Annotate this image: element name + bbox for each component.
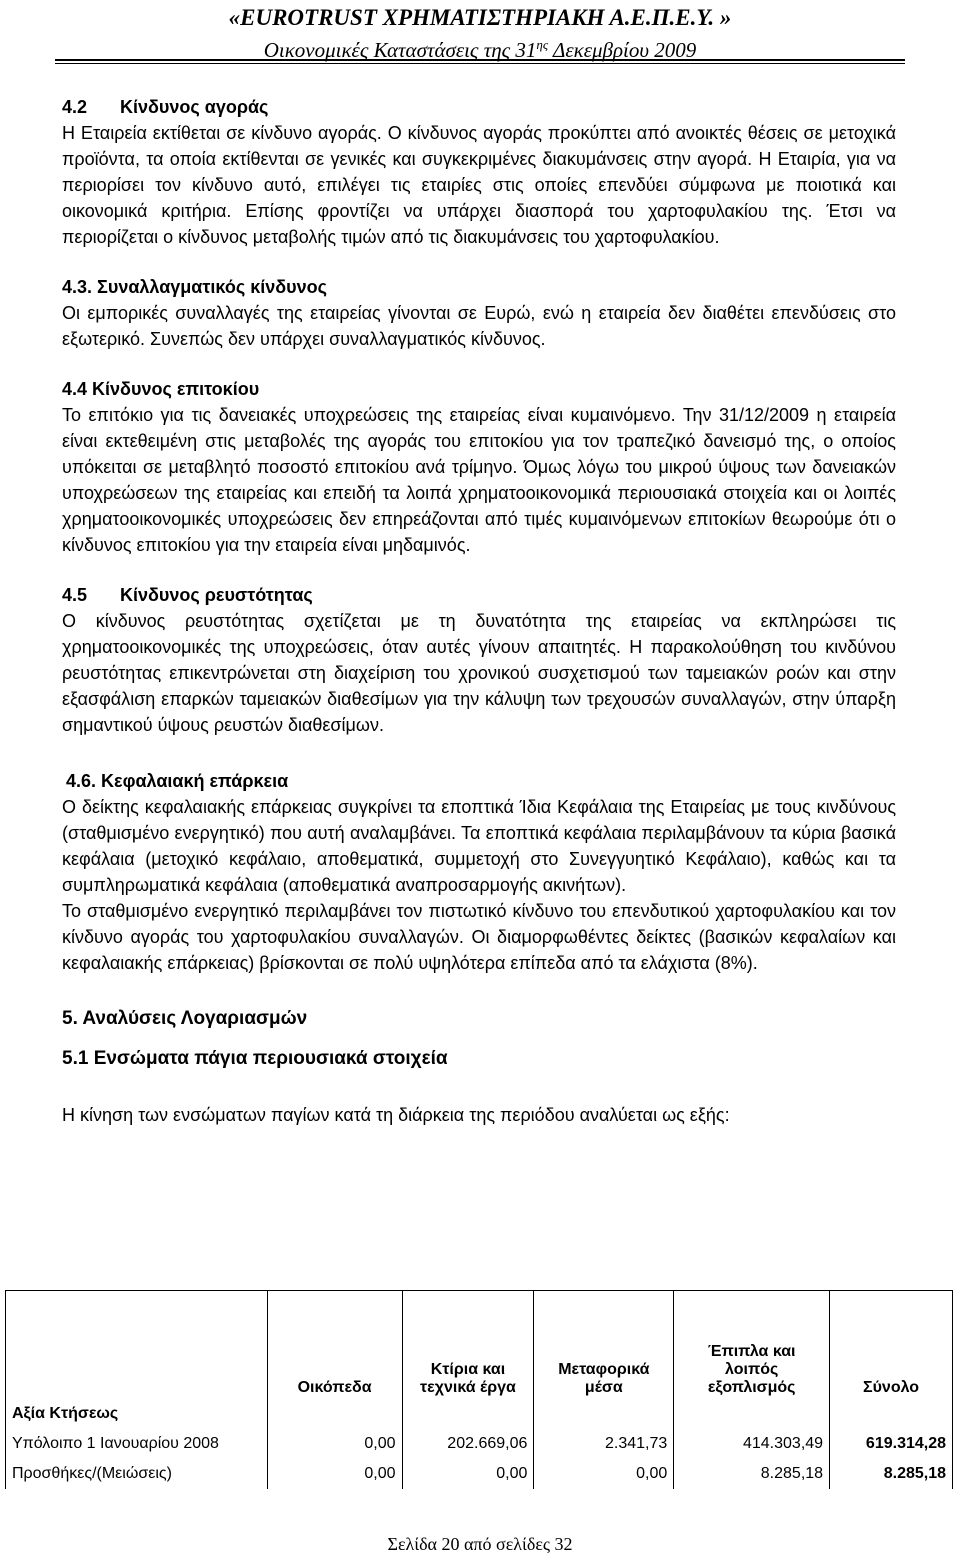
table-row — [6, 1429, 953, 1459]
table-row — [6, 1459, 953, 1489]
section-text-4-5: Ο κίνδυνος ρευστότητας σχετίζεται με τη δυνατότητα της εταιρείας να εκπληρώσει τις χρηματοοικονομικές της υποχρεώσεις, όταν αυτές γίνουν απαιτητές. Η παρακολούθηση του κινδύνου ρευστότητας επικεντρώνεται στη διαχείριση του χρονικού συσχετισμού των ταμειακών ροών και στην εξασφάλιση επαρκών ταμειακών διαθεσίμων για την κάλυψη των τρεχουσών συναλλαγών, στην ύπαρξη σημαντικού ύψους ρευστών διαθεσίμων. — [62, 611, 896, 735]
table-header-cell: Μεταφορικά μέσα — [534, 1291, 674, 1400]
section-text-4-2: Η Εταιρεία εκτίθεται σε κίνδυνο αγοράς. Ο κίνδυνος αγοράς προκύπτει από ανοικτές θέσεις σε μετοχικά προϊόντα, τα οποία εκτίθενται σε γενικές και συγκεκριμένες διακυμάνσεις στην αγορά. Η Εταιρία, για να περιορίσει τον κίνδυνο αυτό, επιλέγει τις εταιρίες στις οποίες επενδύει σύμφωνα με ποιοτικά και οικονομικά κριτήρια. Επίσης φροντίζει να υπάρχει διασπορά του χαρτοφυλακίου της. Έτσι να περιορίζεται ο κίνδυνος μεταβολής τιμών από τις διακυμάνσεις του χαρτοφυλακίου. — [62, 123, 896, 247]
section-heading-5-1: 5.1 Ενσώματα πάγια περιουσιακά στοιχεία — [62, 1048, 448, 1069]
section-heading-4-6: 4.6. Κεφαλαιακή επάρκεια — [66, 771, 289, 791]
fixed-assets-table — [5, 1290, 953, 1489]
section-text-4-6-a: Ο δείκτης κεφαλαιακής επάρκειας συγκρίνει τα εποπτικά Ίδια Κεφάλαια της Εταιρείας με τους κινδύνους (σταθμισμένο ενεργητικό) που αυτή αναλαμβάνει. Τα εποπτικά κεφάλαια περιλαμβάνουν τα κύρια βασικά κεφάλαια (μετοχικό κεφάλαιο, αποθεματικά, συμμετοχή στο Συνεγγυητικό Κεφάλαιο), καθώς και τα συμπληρωματικά κεφάλαια (αποθεματικά αναπροσαρμογής ακινήτων). — [62, 797, 896, 895]
section-heading-4-3: 4.3. Συναλλαγματικός κίνδυνος — [62, 277, 327, 297]
table-header-cell: Έπιπλα και λοιπός εξοπλισμός — [674, 1291, 830, 1400]
table-group-label: Αξία Κτήσεως — [6, 1399, 268, 1429]
section-text-4-3: Οι εμπορικές συναλλαγές της εταιρείας γίνονται σε Ευρώ, ενώ η εταιρεία δεν διαθέτει επενδύσεις στο εξωτερικό. Συνεπώς δεν υπάρχει συναλλαγματικός κίνδυνος. — [62, 303, 896, 349]
table-header-row — [6, 1291, 953, 1400]
table-cell: 2.341,73 — [534, 1429, 674, 1459]
section-intro-5-1: Η κίνηση των ενσώματων παγίων κατά τη διάρκεια της περιόδου αναλύεται ως εξής: — [62, 1105, 730, 1125]
document-body — [62, 94, 896, 1128]
table-cell: 8.285,18 — [674, 1459, 830, 1489]
table-cell: 0,00 — [267, 1459, 402, 1489]
table-header-empty — [6, 1291, 268, 1400]
table-cell-total: 619.314,28 — [830, 1429, 953, 1459]
table-cell-total: 8.285,18 — [830, 1459, 953, 1489]
header-rule-thin — [55, 63, 905, 64]
section-heading-5: 5. Αναλύσεις Λογαριασμών — [62, 1008, 308, 1029]
table-header-cell: Κτίρια και τεχνικά έργα — [402, 1291, 534, 1400]
page-footer: Σελίδα 20 από σελίδες 32 — [387, 1534, 573, 1554]
table-cell: 0,00 — [534, 1459, 674, 1489]
table-cell: 414.303,49 — [674, 1429, 830, 1459]
section-heading-4-5: 4.5 Κίνδυνος ρευστότητας — [62, 585, 313, 605]
section-heading-4-4: 4.4 Κίνδυνος επιτοκίου — [62, 379, 260, 399]
header-rule — [55, 59, 905, 61]
table-row-label: Υπόλοιπο 1 Ιανουαρίου 2008 — [6, 1429, 268, 1459]
statements-subtitle: Οικονομικές Καταστάσεις της $31^{\eta\varsigma}$ Δεκεμβρίου 2009 — [263, 37, 697, 62]
table-cell: 0,00 — [402, 1459, 534, 1489]
section-heading-4-2: 4.2 Κίνδυνος αγοράς — [62, 97, 269, 117]
page-header — [0, 4, 960, 63]
table-cell: 0,00 — [267, 1429, 402, 1459]
table-cell: 202.669,06 — [402, 1429, 534, 1459]
table-row-label: Προσθήκες/(Μειώσεις) — [6, 1459, 268, 1489]
section-text-4-6-b: Το σταθμισμένο ενεργητικό περιλαμβάνει τον πιστωτικό κίνδυνο του επενδυτικού χαρτοφυλακίου και τον κίνδυνο αγοράς του χαρτοφυλακίου συναλλαγών. Οι διαμορφωθέντες δείκτες (βασικών κεφαλαίων και κεφαλαιακής επάρκειας) βρίσκονται σε πολύ υψηλότερα επίπεδα από τα ελάχιστα (8%). — [62, 901, 896, 973]
table-header-cell: Σύνολο — [830, 1291, 953, 1400]
section-text-4-4: Το επιτόκιο για τις δανειακές υποχρεώσεις της εταιρείας είναι κυμαινόμενο. Την 31/12/2009 η εταιρεία είναι εκτεθειμένη στις μεταβολές της αγοράς του επιτοκίου για τον τραπεζικό δανεισμό της, ο οποίος υπόκειται σε μεταβλητό ποσοστό επιτοκίου ανά τρίμηνο. Όμως λόγω του μικρού ύψους των δανειακών υποχρεώσεων της εταιρείας και επειδή τα λοιπά χρηματοοικονομικά περιουσιακά στοιχεία και οι λοιπές χρηματοοικονομικές υποχρεώσεις δεν επηρεάζονται από τιμές κυμαινόμενων επιτοκίων θεωρούμε ότι ο κίνδυνος επιτοκίου για την εταιρεία είναι μηδαμινός. — [62, 405, 896, 555]
table-row — [6, 1399, 953, 1429]
table-header-cell: Οικόπεδα — [267, 1291, 402, 1400]
company-title: «EUROTRUST ΧΡΗΜΑΤΙΣΤΗΡΙΑΚΗ Α.Ε.Π.Ε.Υ. » — [228, 5, 732, 30]
